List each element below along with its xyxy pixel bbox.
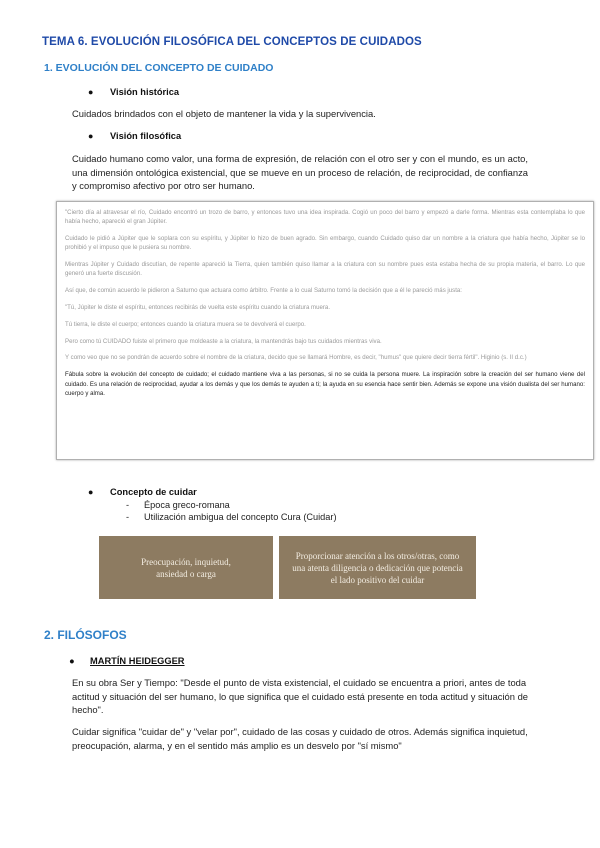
image-preocupacion bbox=[99, 536, 273, 599]
heidegger-paragraph-2: Cuidar significa "cuidar de" y "velar por", cuidado de las cosas y cuidado de otros. Además significa inquietud, preocupación, alarma, y en el sentido más amplio es un desvelo por "sí mismo" bbox=[72, 726, 528, 751]
vision-filosofica-text: Cuidado humano como valor, una forma de expresión, de relación con el otro ser y con el mundo, es un acto, una dimensión ontológica existencial, que se mueve en un proceso de relación, de reciprocidad, de confianza y compromiso afectivo por otro ser humano. bbox=[72, 153, 528, 191]
heidegger-paragraph-1: En su obra Ser y Tiempo: "Desde el punto de vista existencial, el cuidado se encuentra a priori, antes de toda actitud y situación del ser humano, lo que significa que el cuidado está presente en toda actitud y situación de hecho". bbox=[72, 677, 529, 715]
bullet-vision-historica bbox=[88, 87, 179, 97]
dash-marker: - bbox=[126, 500, 130, 510]
heidegger-heading bbox=[69, 656, 185, 666]
section-1-heading: 1. EVOLUCIÓN DEL CONCEPTO DE CUIDADO bbox=[44, 62, 274, 74]
image-proporcionar-text: Proporcionar atención a los otros/otras, como una atenta diligencia o dedicación que potencia el lado positivo del cuidar bbox=[292, 550, 463, 585]
bullet-concepto-de-cuidar bbox=[88, 487, 197, 497]
vision-historica-text: Cuidados brindados con el objeto de mantener la vida y la supervivencia. bbox=[72, 108, 376, 119]
quote-paragraph: Mientras Júpiter y Cuidado discutían, de repente apareció la Tierra, quien también quiso llamar a la criatura con su nombre pues esta estaba hecha de su propia materia, el barro. Lo que generó una fuerte discusión. bbox=[65, 261, 585, 278]
quote-paragraph: "Tú, Júpiter le diste el espíritu, entonces recibirás de vuelta este espíritu cuando la criatura muera. bbox=[65, 304, 331, 312]
quote-paragraph: Así que, de común acuerdo le pidieron a Saturno que actuara como árbitro. Frente a lo cual Saturno tomó la decisión que a él le pareció más justa: bbox=[65, 287, 463, 295]
quote-paragraph: Cuidado le pidió a Júpiter que le soplara con su espíritu, y Júpiter lo hizo de buen agrado. Sin embargo, cuando Cuidado quiso dar un nombre a la criatura que había hecho, Júpiter se lo prohibió y el impuso que le pusiera su nombre. bbox=[65, 235, 585, 252]
quote-paragraph: Y como veo que no se pondrán de acuerdo sobre el nombre de la criatura, decido que se llamará Hombre, es decir, "humus" que quiere decir tierra fértil". Higinio (s. II d.c.) bbox=[65, 354, 527, 362]
section-2-heading: 2. FILÓSOFOS bbox=[44, 628, 127, 642]
vision-historica-title: Visión histórica bbox=[110, 87, 180, 97]
bullet-vision-filosofica bbox=[88, 131, 181, 141]
quote-commentary: Fábula sobre la evolución del concepto de cuidado; el cuidado mantiene viva a las personas, si no se cuida la persona muere. La inspiración sobre la creación del ser humano viene del cuidado. Es una relación de reciprocidad, ayudar a los demás y que los demás te ayuden a ti; la ayuda en su esencia hace sentir bien. Además se expone una visión dualista del ser humano: cuerpo y alma. bbox=[65, 371, 585, 397]
bullet-dot: ● bbox=[69, 656, 75, 666]
dash-marker: - bbox=[126, 512, 130, 522]
bullet-dot: ● bbox=[88, 131, 94, 141]
image-preocupacion-text: Preocupación, inquietud, ansiedad o carga bbox=[141, 556, 231, 579]
concepto-item-text: Época greco-romana bbox=[144, 500, 230, 510]
concepto-title: Concepto de cuidar bbox=[110, 487, 197, 497]
concepto-item bbox=[126, 512, 337, 522]
bullet-dot: ● bbox=[88, 487, 94, 497]
bullet-dot: ● bbox=[88, 87, 94, 97]
document-title: TEMA 6. EVOLUCIÓN FILOSÓFICA DEL CONCEPTOS DE CUIDADOS bbox=[42, 36, 422, 48]
concepto-item bbox=[126, 500, 230, 510]
image-proporcionar-atencion bbox=[279, 536, 476, 599]
concepto-item-text: Utilización ambigua del concepto Cura (Cuidar) bbox=[144, 512, 337, 522]
vision-filosofica-title: Visión filosófica bbox=[110, 131, 182, 141]
quote-paragraph: Pero como tú CUIDADO fuiste el primero que moldeaste a la criatura, la mantendrás bajo tus cuidados mientras viva. bbox=[65, 337, 382, 345]
quote-box bbox=[56, 201, 594, 460]
quote-paragraph: Tú tierra, le diste el cuerpo; entonces cuando la criatura muera se te devolverá el cuerpo. bbox=[65, 320, 306, 328]
quote-paragraph: "Cierto día al atravesar el río, Cuidado encontró un trozo de barro, y entonces tuvo una idea inspirada. Cogió un poco del barro y empezó a darle forma. Mientras esta contemplaba lo que había hecho, apareció el gran Júpiter. bbox=[65, 209, 585, 226]
heidegger-name: MARTÍN HEIDEGGER bbox=[90, 656, 185, 666]
